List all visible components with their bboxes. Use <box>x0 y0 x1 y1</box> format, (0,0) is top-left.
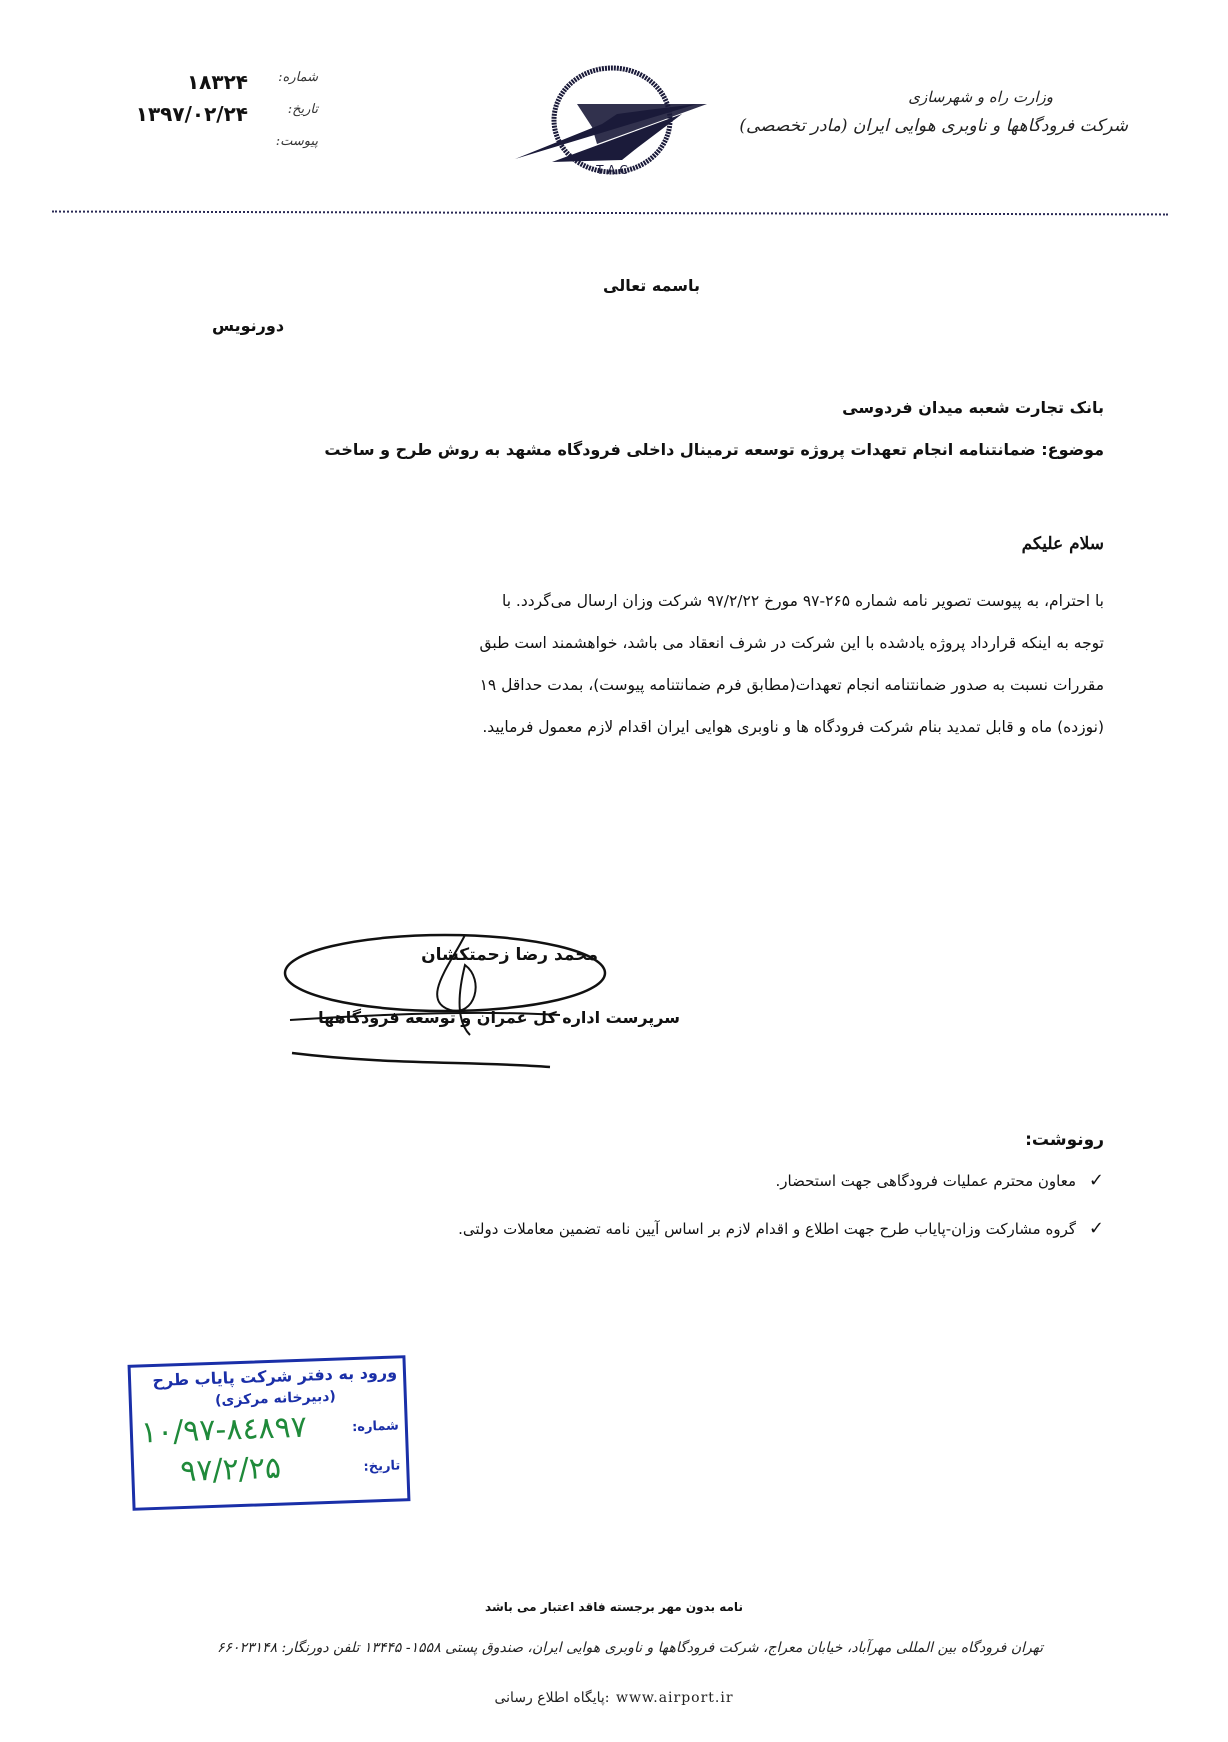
signer-name: محمد رضا زحمتکشان <box>421 945 598 965</box>
cc-item <box>244 1166 1104 1214</box>
number-value: ۱۸۳۲۴ <box>186 70 248 94</box>
footer-address: تهران فرودگاه بین المللی مهرآباد، خیابان معراج، شرکت فرودگاهها و ناوبری هوایی ایران، صندوق پستی ۱۵۵۸- ۱۳۴۴۵ تلفن دورنگار: ۶۶۰۲۳۱۴۸ <box>216 1640 1044 1656</box>
company-name: شرکت فرودگاهها و ناوبری هوایی ایران (مادر تخصصی) <box>739 116 1128 136</box>
dornevis-label: دورنویس <box>212 316 285 335</box>
body-line: با احترام، به پیوست تصویر نامه شماره ۲۶۵-۹۷ مورخ ۹۷/۲/۲۲ شرکت وزان ارسال می‌گردد. با <box>501 592 1104 610</box>
checkmark-icon: ✓ <box>1088 1170 1104 1191</box>
logo-text: T A C <box>596 163 628 177</box>
checkmark-icon: ✓ <box>1088 1218 1104 1239</box>
letter-meta <box>118 70 318 166</box>
cc-item-text: معاون محترم عملیات فرودگاهی جهت استحضار. <box>775 1172 1076 1190</box>
date-label: تاریخ: <box>287 102 318 117</box>
letterhead <box>739 88 1128 136</box>
airplane-logo-icon <box>497 62 717 184</box>
footer-website: www.airport.ir :پایگاه اطلاع رسانی <box>494 1690 734 1706</box>
cc-title: رونوشت: <box>1025 1130 1104 1150</box>
meta-date-row <box>118 102 318 134</box>
header-divider <box>52 211 1168 216</box>
cc-item-text: گروه مشارکت وزان-پایاب طرح جهت اطلاع و اقدام لازم بر اساس آیین نامه تضمین معاملات دولتی. <box>458 1220 1076 1238</box>
basmala: باسمه تعالی <box>603 276 700 295</box>
stamp-subtitle: (دبیرخانه مرکزی) <box>214 1388 337 1409</box>
receipt-stamp <box>128 1355 411 1511</box>
meta-number-row <box>118 70 318 102</box>
cc-item <box>244 1214 1104 1262</box>
stamp-date-value: ۹۷/۲/۲۵ <box>179 1450 282 1490</box>
stamp-number-label: شماره: <box>351 1418 400 1436</box>
stamp-date-label: تاریخ: <box>363 1458 401 1475</box>
letter-body <box>264 580 1104 748</box>
cc-list <box>244 1166 1104 1262</box>
footer-note: نامه بدون مهر برجسته فاقد اعتبار می باشد <box>485 1600 743 1614</box>
meta-attachment-row <box>118 134 318 166</box>
ministry-name: وزارت راه و شهرسازی <box>908 88 1053 106</box>
greeting: سلام علیکم <box>1021 534 1104 554</box>
body-line: توجه به اینکه قرارداد پروژه یادشده با این شرکت در شرف انعقاد می باشد، خواهشمند است طبق <box>479 634 1104 652</box>
body-line: مقررات نسبت به صدور ضمانتنامه انجام تعهدات(مطابق فرم ضمانتنامه پیوست)، بمدت حداقل ۱۹ <box>479 676 1104 694</box>
subject: موضوع: ضمانتنامه انجام تعهدات پروژه توسعه ترمینال داخلی فرودگاه مشهد به روش طرح و ساخت <box>324 440 1104 459</box>
stamp-number-value: ۱۰/۹۷-۸٤۸۹۷ <box>140 1409 308 1451</box>
recipient: بانک تجارت شعبه میدان فردوسی <box>842 398 1104 417</box>
company-logo <box>497 62 717 184</box>
date-value: ۱۳۹۷/۰۲/۲۴ <box>135 102 248 126</box>
number-label: شماره: <box>278 70 318 85</box>
body-line: (نوزده) ماه و قابل تمدید بنام شرکت فرودگاه ها و ناوبری هوایی ایران اقدام لازم معمول فرمایید. <box>482 718 1104 736</box>
stamp-title: ورود به دفتر شرکت پایاب طرح <box>152 1362 398 1391</box>
signer-title: سرپرست اداره کل عمران و توسعه فرودگاهها <box>318 1008 680 1027</box>
attachment-label: پیوست: <box>275 134 318 149</box>
